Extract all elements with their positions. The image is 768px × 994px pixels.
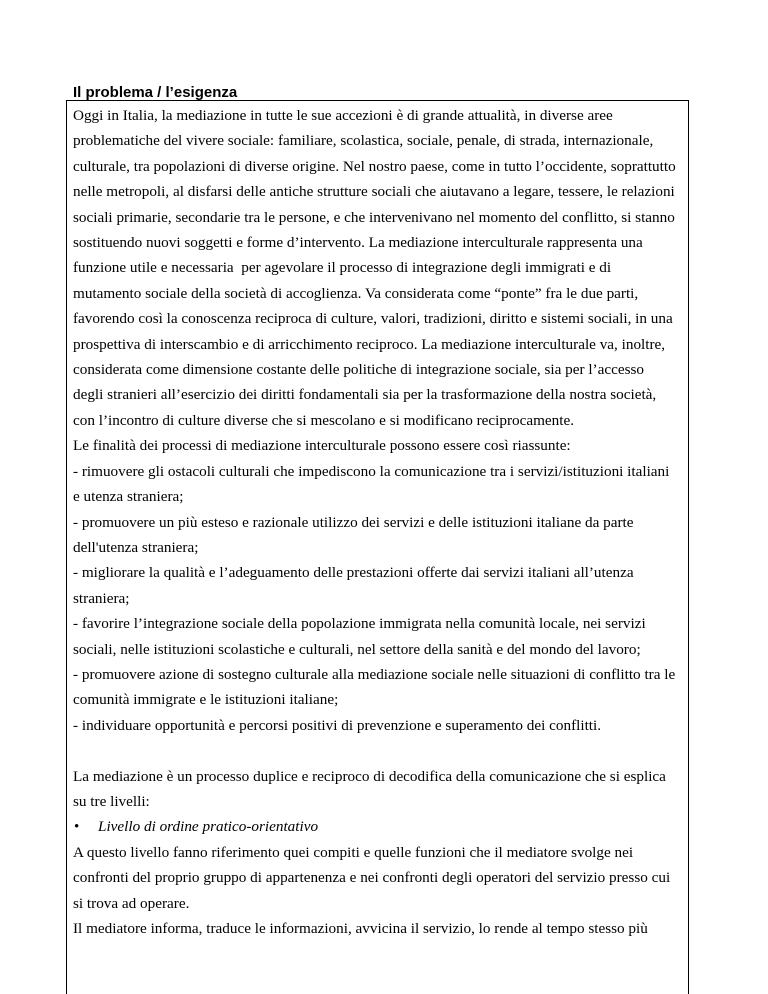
text-line: Le finalità dei processi di mediazione interculturale possono essere così riassunte:: [73, 437, 571, 455]
text-line: considerata come dimensione costante delle politiche di integrazione sociale, sia per l’accesso: [73, 361, 644, 379]
text-line: favorendo così la conoscenza reciproca di culture, valori, tradizioni, diritto e sistemi sociali, in una: [73, 310, 673, 328]
text-line: - rimuovere gli ostacoli culturali che impediscono la comunicazione tra i servizi/istituzioni italiani: [73, 462, 670, 480]
body-paragraph-1: [73, 103, 688, 738]
text-box: [66, 100, 689, 994]
text-line: - promuovere un più esteso e razionale utilizzo dei servizi e delle istituzioni italiane da parte: [73, 513, 634, 531]
text-line: degli stranieri all’esercizio dei diritti fondamentali sia per la trasformazione della nostra società,: [73, 386, 657, 404]
text-line: - promuovere azione di sostegno culturale alla mediazione sociale nelle situazioni di conflitto tra le: [73, 665, 676, 683]
text-line: sociali primarie, secondarie tra le persone, e che intervenivano nel momento del conflitto, si stanno: [73, 208, 675, 226]
text-line: nelle metropoli, al disfarsi delle antiche strutture sociali che aiutavano a legare, tessere, le relazioni: [73, 183, 675, 201]
text-line: sociali, nelle istituzioni scolastiche e culturali, nel settore della sanità e del mondo del lavoro;: [73, 640, 641, 658]
text-line: La mediazione è un processo duplice e reciproco di decodifica della comunicazione che si esplica: [73, 767, 666, 785]
text-line: dell'utenza straniera;: [73, 538, 199, 556]
text-line: funzione utile e necessaria per agevolare il processo di integrazione degli immigrati e di: [73, 259, 612, 277]
bullet-text: Livello di ordine pratico-orientativo: [98, 818, 319, 836]
text-line: prospettiva di interscambio e di arricchimento reciproco. La mediazione interculturale va, inoltre,: [73, 335, 666, 353]
text-line: Il mediatore informa, traduce le informazioni, avvicina il servizio, lo rende al tempo stesso più: [73, 919, 648, 937]
body-paragraph-2: [73, 764, 688, 815]
text-line: comunità immigrate e le istituzioni italiane;: [73, 691, 339, 709]
section-heading: Il problema / l’esigenza: [73, 84, 238, 101]
text-line: si trova ad operare.: [73, 894, 190, 912]
text-line: sostituendo nuovi soggetti e forme d’intervento. La mediazione interculturale rappresenta una: [73, 234, 643, 252]
text-line: straniera;: [73, 589, 130, 607]
paragraph-spacer: [73, 738, 688, 763]
text-line: - individuare opportunità e percorsi positivi di prevenzione e superamento dei conflitti.: [73, 716, 602, 734]
bullet-item: [73, 814, 688, 839]
text-line: con l’incontro di culture diverse che si mescolano e si modificano reciprocamente.: [73, 411, 575, 429]
body-paragraph-3: [73, 840, 688, 942]
text-line: problematiche del vivere sociale: familiare, scolastica, sociale, penale, di strada, internazionale,: [73, 132, 654, 150]
text-line: mutamento sociale della società di accoglienza. Va considerata come “ponte” fra le due parti,: [73, 284, 639, 302]
text-line: - favorire l’integrazione sociale della popolazione immigrata nella comunità locale, nei servizi: [73, 615, 646, 633]
text-line: A questo livello fanno riferimento quei compiti e quelle funzioni che il mediatore svolge nei: [73, 843, 634, 861]
text-line: e utenza straniera;: [73, 488, 184, 506]
text-line: Oggi in Italia, la mediazione in tutte le sue accezioni è di grande attualità, in diverse aree: [73, 107, 613, 124]
bullet-icon: •: [74, 818, 80, 836]
text-line: - migliorare la qualità e l’adeguamento delle prestazioni offerte dai servizi italiani all’utenza: [73, 564, 634, 582]
text-line: confronti del proprio gruppo di appartenenza e nei confronti degli operatori del servizio presso cui: [73, 869, 671, 887]
text-line: su tre livelli:: [73, 792, 150, 810]
text-line: culturale, tra popolazioni di diverse origine. Nel nostro paese, come in tutto l’occidente, soprattutto: [73, 157, 676, 175]
